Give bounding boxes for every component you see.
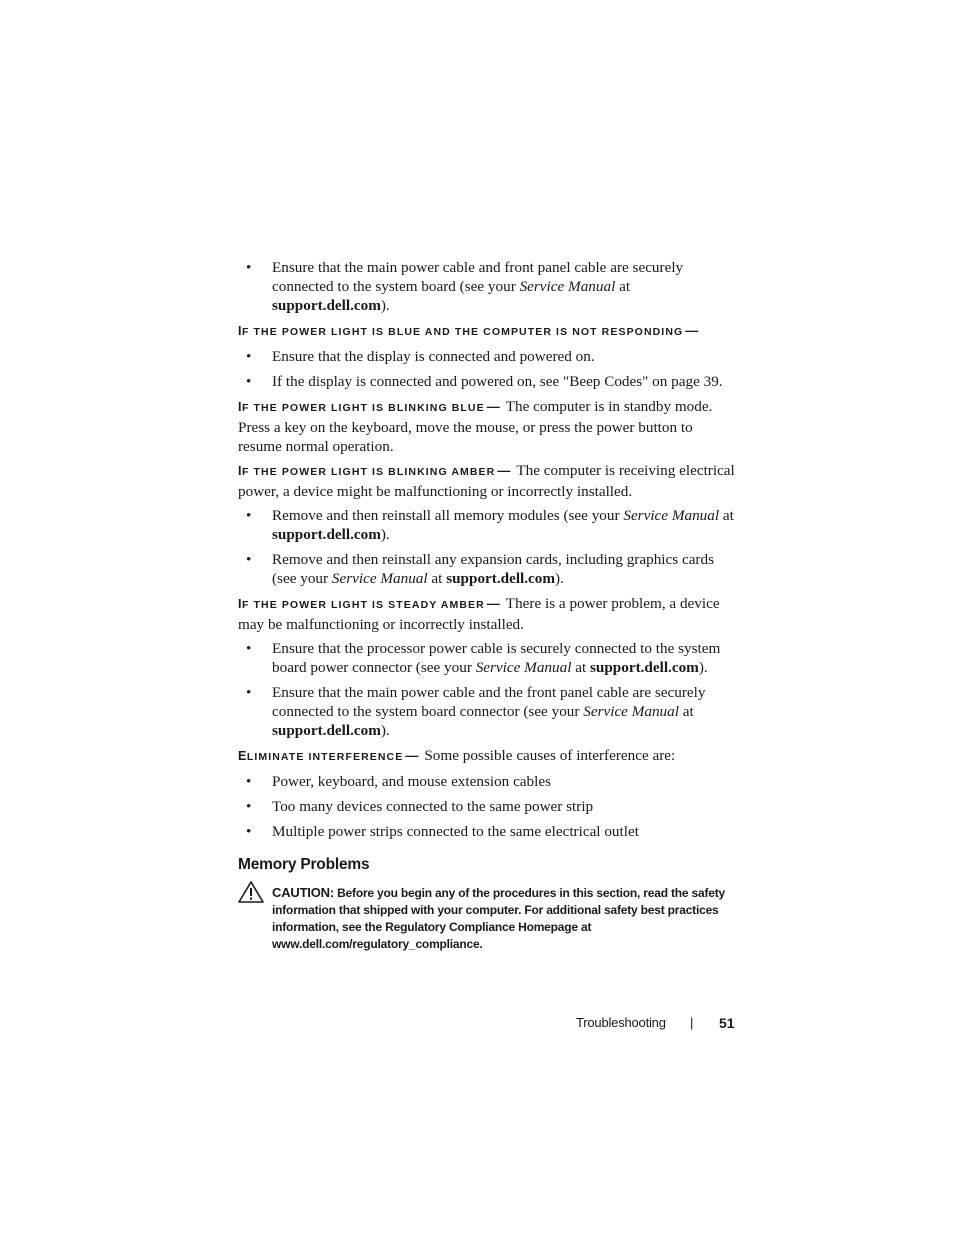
list-item — [238, 639, 738, 677]
service-manual-ref: Service Manual — [623, 507, 720, 524]
list-item — [238, 550, 738, 588]
list-item — [238, 372, 738, 391]
support-link[interactable]: support.dell.com — [446, 570, 556, 587]
caution-notice — [238, 884, 738, 953]
paragraph-text: The computer is in standby mode. Press a key on the keyboard, move the mouse, or press the power button to resume normal operation. — [238, 398, 713, 455]
list-item — [238, 347, 738, 366]
page-number: 51 — [719, 1015, 735, 1031]
bullet-dot: • — [246, 640, 252, 657]
list-item-text: Ensure that the processor power cable is securely connected to the system board power connector (see your Service Manual at support.dell.com). — [272, 640, 721, 676]
paragraph-text: Some possible causes of interference are: — [424, 747, 676, 764]
list-item-text: If the display is connected and powered on, see "Beep Codes" on page 39. — [272, 373, 723, 390]
support-link[interactable]: support.dell.com — [272, 297, 381, 314]
service-manual-ref: Service Manual — [583, 703, 679, 720]
caution-text: Before you begin any of the procedures in this section, read the safety information that shipped with your computer. For additional safety best practices information, see the Regulatory Compliance Homepage at www.dell.com/regulatory_compliance. — [272, 886, 725, 951]
bullet-dot: • — [246, 684, 252, 701]
page-body — [238, 258, 738, 953]
support-link[interactable]: support.dell.com — [272, 526, 381, 543]
list-item-text: Ensure that the main power cable and front panel cable are securely connected to the system board (see your Service Manual at support.dell.com). — [272, 259, 684, 314]
list-item — [238, 772, 738, 791]
list-item — [238, 258, 738, 315]
subheading-steady-amber: IF THE POWER LIGHT IS STEADY AMBER — There is a power problem, a device may be malfunctioning or incorrectly installed. — [238, 595, 720, 633]
service-manual-ref: Service Manual — [331, 570, 428, 587]
subheading-blinking-blue: IF THE POWER LIGHT IS BLINKING BLUE — The computer is in standby mode. Press a key on the keyboard, move the mouse, or press the power button to resume normal operation. — [238, 398, 713, 455]
list-item — [238, 797, 738, 816]
list-item-text: Remove and then reinstall any expansion cards, including graphics cards (see your Service Manual at support.dell.com). — [272, 551, 714, 587]
support-link[interactable]: support.dell.com — [589, 659, 699, 676]
section-title: Memory Problems — [238, 856, 370, 873]
bullet-dot: • — [246, 348, 252, 365]
subheading-eliminate-interference: ELIMINATE INTERFERENCE — Some possible causes of interference are: — [238, 747, 676, 764]
support-link[interactable]: support.dell.com — [272, 722, 381, 739]
list-item — [238, 506, 738, 544]
footer-separator: | — [690, 1015, 694, 1030]
paragraph-text: There is a power problem, a device may be malfunctioning or incorrectly installed. — [238, 595, 720, 633]
bullet-dot: • — [246, 551, 252, 568]
service-manual-ref: Service Manual — [519, 278, 616, 295]
caution-label: CAUTION: — [272, 885, 334, 900]
list-item-text: Ensure that the main power cable and the front panel cable are securely connected to the system board connector (see your Service Manual at support.dell.com). — [272, 684, 706, 739]
footer-section-name: Troubleshooting — [576, 1015, 666, 1030]
caution-warning-icon — [238, 881, 264, 908]
list-item-text: Ensure that the display is connected and powered on. — [272, 348, 595, 365]
subheading-blinking-amber: IF THE POWER LIGHT IS BLINKING AMBER — The computer is receiving electrical power, a device might be malfunctioning or incorrectly installed. — [238, 462, 735, 500]
list-item — [238, 683, 738, 740]
list-item-text: Multiple power strips connected to the same electrical outlet — [272, 823, 639, 840]
bullet-dot: • — [246, 373, 252, 390]
list-item-text: Remove and then reinstall all memory modules (see your Service Manual at support.dell.com). — [272, 507, 734, 543]
bullet-dot: • — [246, 773, 252, 790]
bullet-dot: • — [246, 259, 252, 276]
list-item-text: Power, keyboard, and mouse extension cables — [272, 773, 552, 790]
list-item-text: Too many devices connected to the same power strip — [272, 798, 594, 815]
bullet-dot: • — [246, 507, 252, 524]
list-item — [238, 822, 738, 841]
bullet-dot: • — [246, 823, 252, 840]
service-manual-ref: Service Manual — [475, 659, 572, 676]
bullet-dot: • — [246, 798, 252, 815]
paragraph-text: The computer is receiving electrical power, a device might be malfunctioning or incorrectly installed. — [238, 462, 735, 500]
subheading-blue-not-responding: IF THE POWER LIGHT IS BLUE AND THE COMPUTER IS NOT RESPONDING — — [238, 323, 699, 338]
